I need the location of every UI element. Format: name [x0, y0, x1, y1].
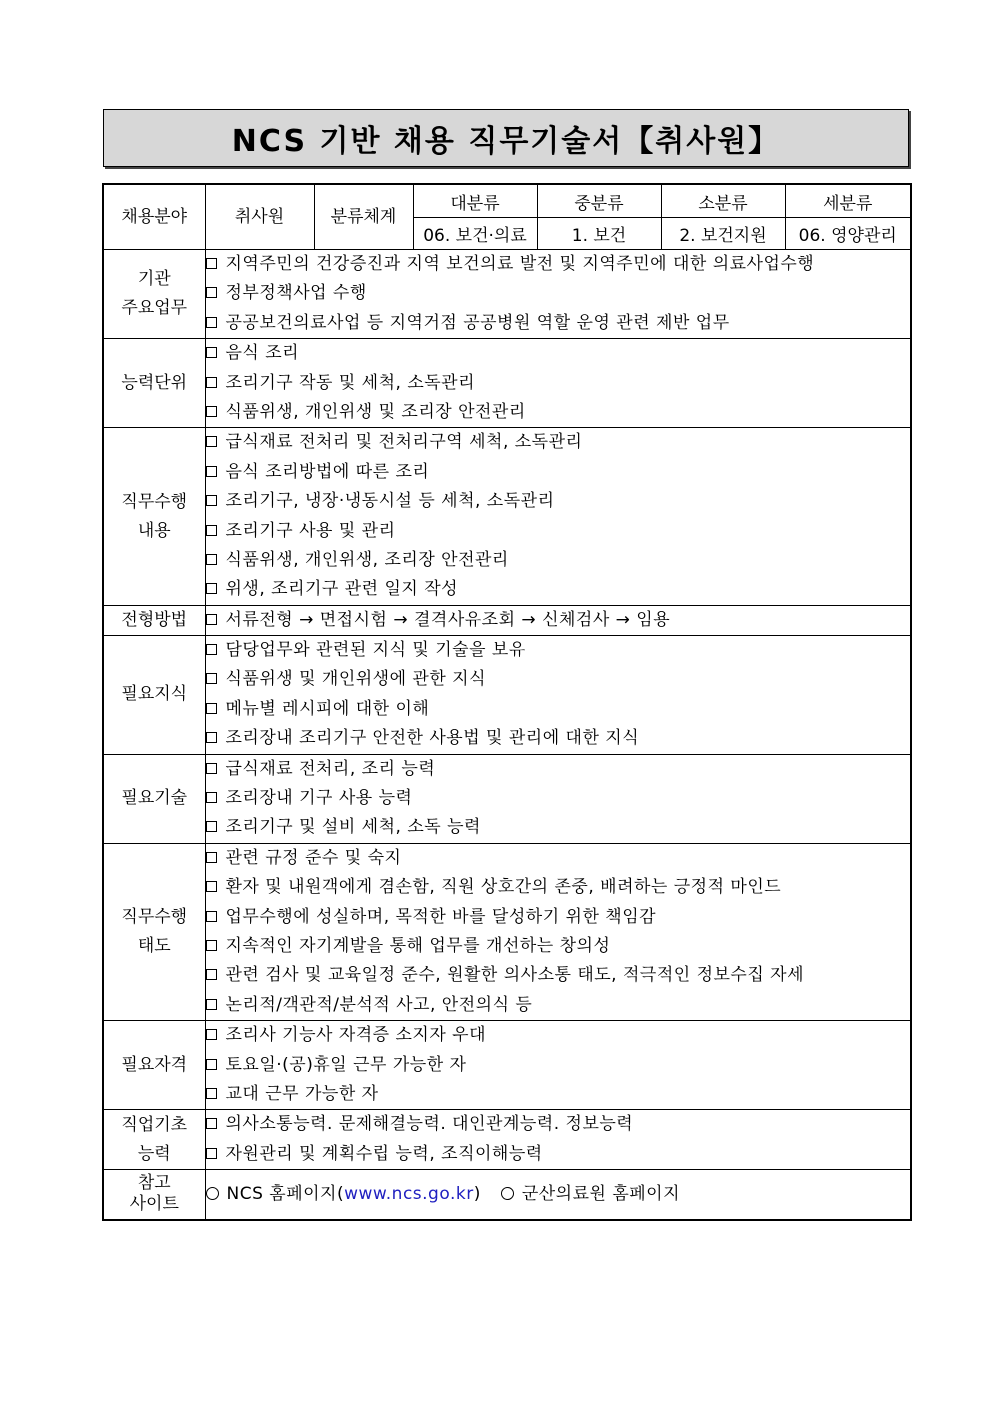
section-label	[103, 636, 205, 755]
list-item	[206, 1110, 911, 1139]
section-label	[103, 843, 205, 1020]
list-item	[206, 309, 911, 338]
section-row-required-qualifications	[103, 1021, 911, 1110]
reference-label-line: 사이트	[129, 1194, 179, 1215]
section-row-required-knowledge	[103, 636, 911, 755]
section-content	[205, 754, 911, 843]
section-label-line: 직업기초	[121, 1114, 188, 1135]
checkbox-square-icon	[206, 1088, 217, 1099]
reference-row	[103, 1170, 911, 1220]
list-item	[206, 695, 911, 724]
list-item	[206, 1140, 911, 1169]
section-label	[103, 250, 205, 339]
list-item-text: 조리기구 작동 및 세척, 소독관리	[225, 372, 476, 393]
list-item	[206, 844, 911, 873]
list-item-text: 조리기구, 냉장·냉동시설 등 세척, 소독관리	[225, 491, 555, 512]
checkbox-square-icon	[206, 673, 217, 684]
checkbox-square-icon	[206, 406, 217, 417]
checkbox-square-icon	[206, 614, 217, 625]
section-row-job-tasks	[103, 428, 911, 605]
ncs-site-link[interactable]: www.ncs.go.kr	[344, 1183, 474, 1204]
list-item-text: 담당업무와 관련된 지식 및 기술을 보유	[225, 640, 526, 661]
list-item	[206, 369, 911, 398]
section-label-line: 능력	[137, 1143, 171, 1164]
circle-icon	[206, 1187, 219, 1200]
list-item-text: 조리사 기능사 자격증 소지자 우대	[225, 1025, 487, 1046]
checkbox-square-icon	[206, 258, 217, 269]
circle-icon	[501, 1187, 514, 1200]
list-item	[206, 932, 911, 961]
list-item-text: 자원관리 및 계획수립 능력, 조직이해능력	[225, 1143, 543, 1164]
checkbox-square-icon	[206, 554, 217, 565]
list-item-text: 급식재료 전처리 및 전처리구역 세척, 소독관리	[225, 432, 583, 453]
list-item	[206, 724, 911, 753]
list-item-text: 의사소통능력. 문제해결능력. 대인관계능력. 정보능력	[225, 1114, 634, 1135]
section-label	[103, 1021, 205, 1110]
checkbox-square-icon	[206, 732, 217, 743]
section-content	[205, 605, 911, 635]
list-item-text: 환자 및 내원객에게 겸손함, 직원 상호간의 존중, 배려하는 긍정적 마인드	[225, 877, 782, 898]
section-row-selection-process	[103, 605, 911, 635]
list-item-text: 교대 근무 가능한 자	[225, 1083, 379, 1104]
list-item	[206, 1080, 911, 1109]
section-label-line: 직무수행	[121, 906, 188, 927]
checkbox-square-icon	[206, 317, 217, 328]
list-item-text: 지역주민의 건강증진과 지역 보건의료 발전 및 지역주민에 대한 의료사업수행	[225, 254, 815, 274]
list-item	[206, 665, 911, 694]
section-label-line: 전형방법	[121, 609, 188, 630]
section-row-job-attitude	[103, 843, 911, 1020]
list-item-text: 논리적/객관적/분석적 사고, 안전의식 등	[225, 994, 533, 1015]
section-content	[205, 843, 911, 1020]
list-item	[206, 961, 911, 990]
section-label-line: 기관	[137, 269, 171, 290]
list-item-text: 음식 조리방법에 따른 조리	[225, 461, 430, 482]
list-item	[206, 339, 911, 368]
section-row-basic-job-competency	[103, 1110, 911, 1170]
reference-content	[205, 1170, 911, 1220]
checkbox-square-icon	[206, 466, 217, 477]
list-item-text: 메뉴별 레시피에 대한 이해	[225, 698, 430, 719]
list-item-text: 식품위생, 개인위생, 조리장 안전관리	[225, 549, 509, 570]
ncs-site-suffix: )	[473, 1183, 481, 1204]
checkbox-square-icon	[206, 999, 217, 1010]
checkbox-square-icon	[206, 495, 217, 506]
section-content	[205, 1110, 911, 1170]
list-item	[206, 755, 911, 784]
header-row-categories	[103, 184, 911, 218]
list-item-text: 지속적인 자기계발을 통해 업무를 개선하는 창의성	[225, 935, 611, 956]
list-item	[206, 636, 911, 665]
checkbox-square-icon	[206, 1148, 217, 1159]
reference-label	[103, 1170, 205, 1220]
list-item-text: 음식 조리	[225, 343, 300, 364]
list-item-text: 조리기구 및 설비 세척, 소독 능력	[225, 817, 481, 838]
list-item	[206, 1051, 911, 1080]
list-item	[206, 1021, 911, 1050]
list-item	[206, 991, 911, 1020]
checkbox-square-icon	[206, 525, 217, 536]
list-item-text: 서류전형 → 면접시험 → 결격사유조회 → 신체검사 → 임용	[225, 609, 671, 630]
section-content	[205, 339, 911, 428]
checkbox-square-icon	[206, 287, 217, 298]
checkbox-square-icon	[206, 852, 217, 863]
section-label	[103, 339, 205, 428]
checkbox-square-icon	[206, 821, 217, 832]
checkbox-square-icon	[206, 703, 217, 714]
section-label-line: 필요기술	[121, 788, 188, 809]
checkbox-square-icon	[206, 881, 217, 892]
section-label-line: 내용	[137, 520, 171, 541]
list-item	[206, 517, 911, 546]
page-title: NCS 기반 채용 직무기술서【취사원】	[103, 109, 909, 167]
list-item	[206, 428, 911, 457]
section-content	[205, 428, 911, 605]
field-value: 취사원	[205, 184, 314, 250]
reference-label-line: 참고	[137, 1173, 171, 1194]
checkbox-square-icon	[206, 792, 217, 803]
list-item	[206, 250, 911, 279]
checkbox-square-icon	[206, 1029, 217, 1040]
list-item	[206, 546, 911, 575]
list-item-text: 정부정책사업 수행	[225, 283, 367, 304]
list-item-text: 관련 검사 및 교육일정 준수, 원활한 의사소통 태도, 적극적인 정보수집 자세	[225, 965, 805, 986]
list-item	[206, 279, 911, 308]
list-item-text: 관련 규정 준수 및 숙지	[225, 847, 402, 868]
section-label	[103, 754, 205, 843]
section-content	[205, 250, 911, 339]
checkbox-square-icon	[206, 644, 217, 655]
checkbox-square-icon	[206, 1059, 217, 1070]
section-row-required-skills	[103, 754, 911, 843]
category-middle-value: 1. 보건	[537, 218, 661, 250]
list-item-text: 위생, 조리기구 관련 일지 작성	[225, 579, 459, 600]
list-item-text: 식품위생, 개인위생 및 조리장 안전관리	[225, 401, 526, 422]
section-label	[103, 428, 205, 605]
checkbox-square-icon	[206, 1118, 217, 1129]
list-item-text: 공공보건의료사업 등 지역거점 공공병원 역할 운영 관련 제반 업무	[225, 312, 730, 333]
checkbox-square-icon	[206, 911, 217, 922]
list-item-text: 식품위생 및 개인위생에 관한 지식	[225, 669, 487, 690]
list-item	[206, 903, 911, 932]
section-content	[205, 636, 911, 755]
section-content	[205, 1021, 911, 1110]
list-item-text: 조리장내 조리기구 안전한 사용법 및 관리에 대한 지식	[225, 728, 640, 749]
checkbox-square-icon	[206, 763, 217, 774]
category-major: 대분류	[413, 184, 537, 218]
list-item-text: 업무수행에 성실하며, 목적한 바를 달성하기 위한 책임감	[225, 906, 657, 927]
category-middle: 중분류	[537, 184, 661, 218]
category-detail: 세분류	[785, 184, 911, 218]
list-item	[206, 784, 911, 813]
job-description-table	[102, 183, 912, 1221]
checkbox-square-icon	[206, 347, 217, 358]
hospital-site[interactable]: 군산의료원 홈페이지	[521, 1183, 681, 1204]
section-label-line: 필요지식	[121, 684, 188, 705]
field-label: 채용분야	[103, 184, 205, 250]
category-minor: 소분류	[661, 184, 785, 218]
category-minor-value: 2. 보건지원	[661, 218, 785, 250]
section-label	[103, 605, 205, 635]
section-label	[103, 1110, 205, 1170]
section-label-line: 필요자격	[121, 1054, 188, 1075]
list-item	[206, 606, 911, 635]
list-item-text: 조리장내 기구 사용 능력	[225, 788, 413, 809]
category-detail-value: 06. 영양관리	[785, 218, 911, 250]
list-item-text: 조리기구 사용 및 관리	[225, 520, 396, 541]
list-item	[206, 458, 911, 487]
classification-label: 분류체계	[314, 184, 413, 250]
list-item	[206, 487, 911, 516]
section-label-line: 직무수행	[121, 491, 188, 512]
list-item	[206, 873, 911, 902]
checkbox-square-icon	[206, 377, 217, 388]
list-item	[206, 398, 911, 427]
checkbox-square-icon	[206, 969, 217, 980]
list-item	[206, 813, 911, 842]
checkbox-square-icon	[206, 436, 217, 447]
ncs-site-prefix: NCS 홈페이지(	[226, 1183, 345, 1204]
list-item	[206, 575, 911, 604]
list-item-text: 급식재료 전처리, 조리 능력	[225, 758, 436, 779]
section-label-line: 태도	[137, 935, 171, 956]
list-item-text: 토요일·(공)휴일 근무 가능한 자	[225, 1054, 467, 1075]
section-row-main-duties	[103, 250, 911, 339]
category-major-value: 06. 보건·의료	[413, 218, 537, 250]
section-row-competency-units	[103, 339, 911, 428]
section-label-line: 능력단위	[121, 372, 188, 393]
checkbox-square-icon	[206, 940, 217, 951]
section-label-line: 주요업무	[121, 298, 188, 319]
checkbox-square-icon	[206, 583, 217, 594]
